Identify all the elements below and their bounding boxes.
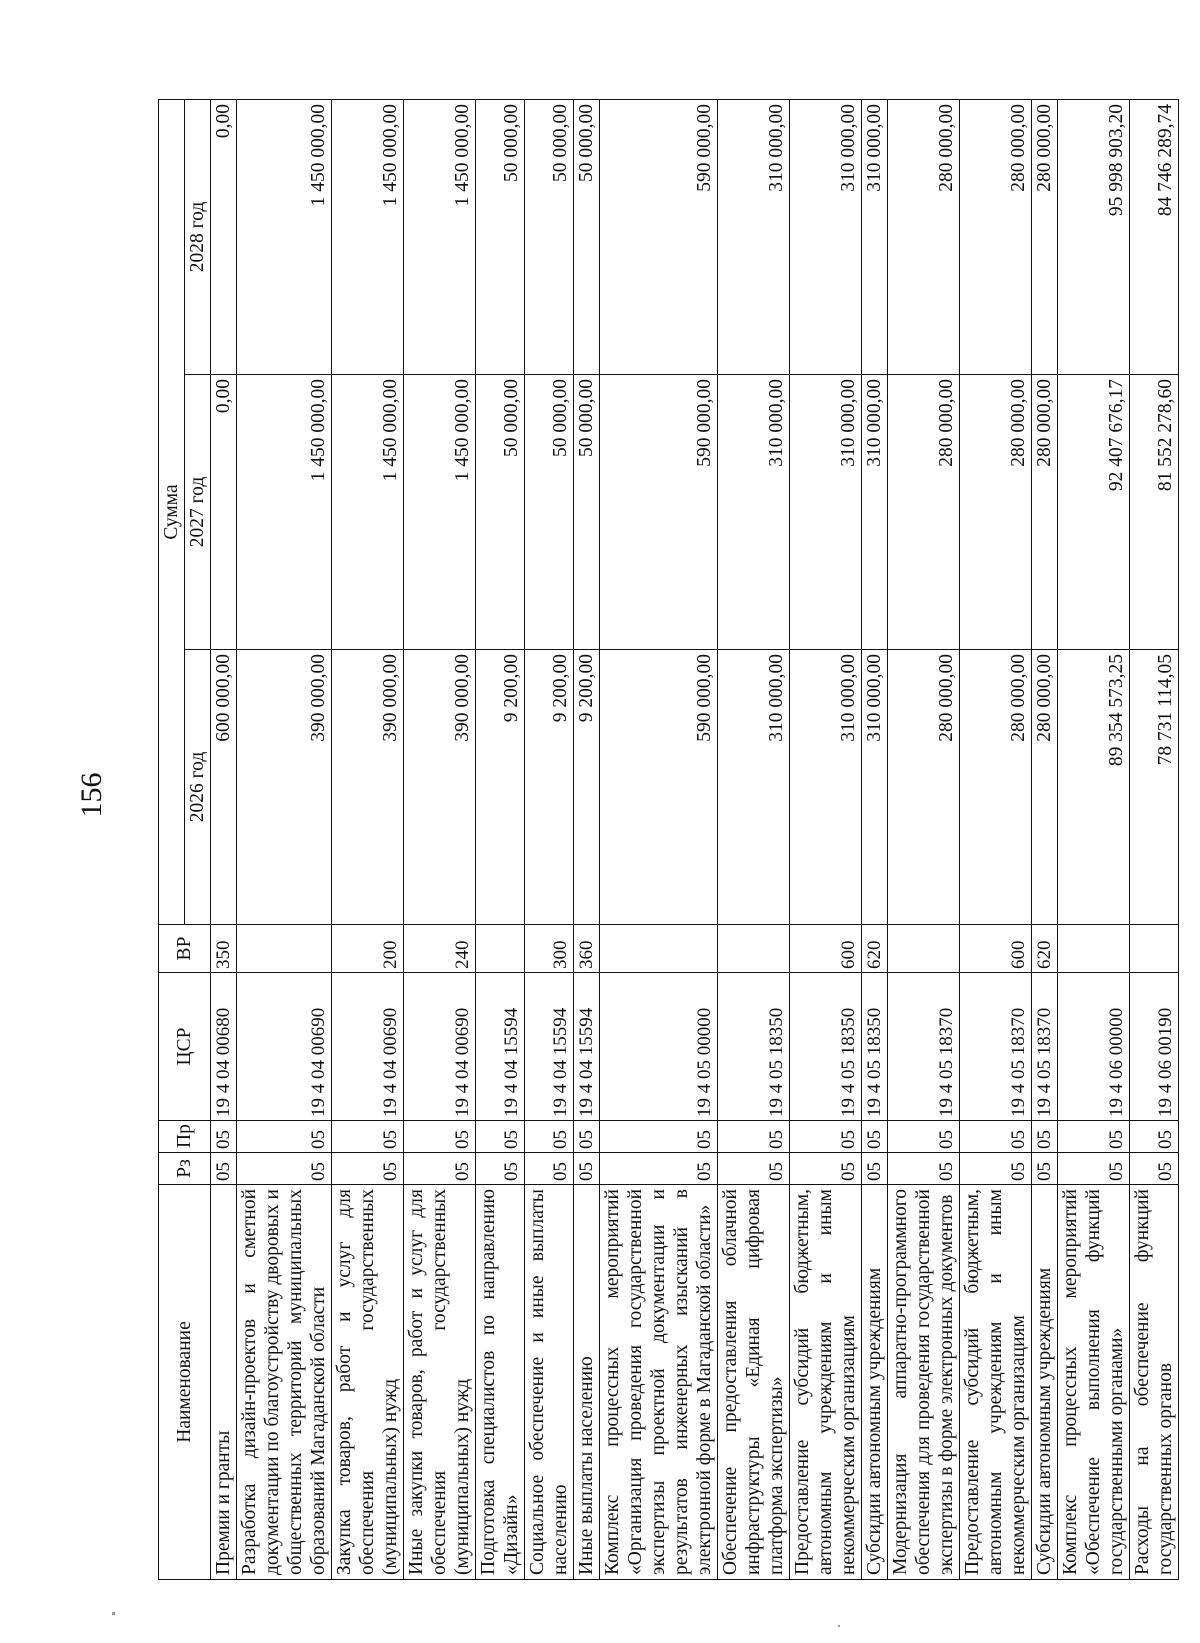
row-pr: 05 [332,1121,404,1153]
row-pr: 05 [888,1121,960,1153]
row-name: Закупка товаров, работ и услуг для обеспечения государственных (муниципальных) нужд [332,1185,404,1580]
row-rz: 05 [862,1153,888,1185]
row-csr: 19 4 05 18370 [1032,973,1058,1121]
row-vr: 620 [862,925,888,973]
header-sum: Сумма [159,100,185,925]
row-pr: 05 [211,1121,237,1153]
header-pr: Пр [159,1121,211,1153]
row-rz: 05 [1058,1153,1130,1185]
table-row [525,100,574,1580]
row-sum-2027: 1 450 000,00 [404,375,476,650]
row-sum-2028: 280 000,00 [1032,100,1058,375]
row-sum-2026: 310 000,00 [790,650,862,925]
row-name: Модернизация аппаратно-программного обеспечения для проведения государственной экспертизы в форме электронных документов [888,1185,960,1580]
table-row [960,100,1032,1580]
table-row [888,100,960,1580]
row-sum-2026: 78 731 114,05 [1130,650,1179,925]
row-rz: 05 [718,1153,790,1185]
row-csr: 19 4 04 00690 [404,973,476,1121]
row-name: Премии и гранты [211,1185,237,1580]
scan-speck [112,1612,115,1615]
table-row [332,100,404,1580]
row-sum-2027: 50 000,00 [476,375,525,650]
row-sum-2028: 95 998 903,20 [1058,100,1130,375]
row-sum-2027: 92 407 676,17 [1058,375,1130,650]
row-vr [888,925,960,973]
row-sum-2028: 1 450 000,00 [237,100,332,375]
row-sum-2028: 84 746 289,74 [1130,100,1179,375]
header-year-2027: 2027 год [185,375,211,650]
table-row [1130,100,1179,1580]
row-vr [1058,925,1130,973]
row-csr: 19 4 04 00680 [211,973,237,1121]
row-pr: 05 [862,1121,888,1153]
row-sum-2027: 50 000,00 [574,375,600,650]
row-vr: 600 [960,925,1032,973]
row-csr: 19 4 05 18350 [718,973,790,1121]
row-pr: 05 [718,1121,790,1153]
row-pr: 05 [1058,1121,1130,1153]
row-vr [718,925,790,973]
row-sum-2026: 590 000,00 [600,650,718,925]
row-pr: 05 [574,1121,600,1153]
budget-table-rotated [158,100,1176,1580]
budget-table [158,99,1179,1580]
row-pr: 05 [1032,1121,1058,1153]
header-name: Наименование [159,1185,211,1580]
row-sum-2027: 280 000,00 [1032,375,1058,650]
row-rz: 05 [476,1153,525,1185]
row-sum-2028: 310 000,00 [862,100,888,375]
row-csr: 19 4 04 00690 [332,973,404,1121]
row-pr: 05 [476,1121,525,1153]
header-year-2028: 2028 год [185,100,211,375]
row-csr: 19 4 05 18350 [790,973,862,1121]
row-pr: 05 [404,1121,476,1153]
row-sum-2026: 89 354 573,25 [1058,650,1130,925]
row-sum-2027: 50 000,00 [525,375,574,650]
row-vr [600,925,718,973]
header-rz: Рз [159,1153,211,1185]
row-csr: 19 4 06 00190 [1130,973,1179,1121]
row-rz: 05 [404,1153,476,1185]
table-row [718,100,790,1580]
row-pr: 05 [237,1121,332,1153]
row-name: Расходы на обеспечение функций государственных органов [1130,1185,1179,1580]
row-sum-2027: 280 000,00 [888,375,960,650]
row-csr: 19 4 05 18370 [888,973,960,1121]
row-sum-2028: 310 000,00 [790,100,862,375]
row-pr: 05 [960,1121,1032,1153]
row-sum-2026: 310 000,00 [862,650,888,925]
row-sum-2028: 50 000,00 [574,100,600,375]
row-rz: 05 [960,1153,1032,1185]
row-name: Обеспечение предоставления облачной инфраструктуры «Единая цифровая платформа экспертизы» [718,1185,790,1580]
row-sum-2027: 310 000,00 [718,375,790,650]
row-csr: 19 4 04 15594 [574,973,600,1121]
row-vr: 600 [790,925,862,973]
row-csr: 19 4 05 18370 [960,973,1032,1121]
page-number: 156 [75,772,108,818]
header-csr: ЦСР [159,973,211,1121]
row-csr: 19 4 04 15594 [476,973,525,1121]
row-sum-2026: 280 000,00 [960,650,1032,925]
row-vr [237,925,332,973]
row-name: Комплекс процессных мероприятий «Организация проведения государственной экспертизы проектной документации и результатов инженерных изысканий в электронной форме в Магаданской области» [600,1185,718,1580]
row-sum-2027: 1 450 000,00 [332,375,404,650]
row-name: Иные закупки товаров, работ и услуг для обеспечения государственных (муниципальных) нужд [404,1185,476,1580]
row-name: Предоставление субсидий бюджетным, автономным учреждениям и иным некоммерческим организациям [960,1185,1032,1580]
row-sum-2028: 590 000,00 [600,100,718,375]
row-pr: 05 [525,1121,574,1153]
row-sum-2026: 390 000,00 [332,650,404,925]
row-sum-2028: 280 000,00 [960,100,1032,375]
row-name: Субсидии автономным учреждениям [862,1185,888,1580]
row-csr: 19 4 05 00000 [600,973,718,1121]
row-vr [1130,925,1179,973]
row-sum-2028: 1 450 000,00 [404,100,476,375]
row-rz: 05 [211,1153,237,1185]
row-rz: 05 [790,1153,862,1185]
row-name: Предоставление субсидий бюджетным, автономным учреждениям и иным некоммерческим организациям [790,1185,862,1580]
row-sum-2026: 600 000,00 [211,650,237,925]
table-row [574,100,600,1580]
row-sum-2027: 310 000,00 [790,375,862,650]
row-csr: 19 4 05 18350 [862,973,888,1121]
row-sum-2027: 0,00 [211,375,237,650]
scan-speck [838,1625,840,1627]
row-sum-2027: 280 000,00 [960,375,1032,650]
row-sum-2028: 50 000,00 [525,100,574,375]
row-pr: 05 [1130,1121,1179,1153]
row-sum-2028: 0,00 [211,100,237,375]
row-pr: 05 [790,1121,862,1153]
row-sum-2026: 9 200,00 [476,650,525,925]
row-name: Комплекс процессных мероприятий «Обеспечение выполнения функций государственными органами» [1058,1185,1130,1580]
table-row [476,100,525,1580]
row-sum-2028: 280 000,00 [888,100,960,375]
table-row [862,100,888,1580]
row-name: Подготовка специалистов по направлению «Дизайн» [476,1185,525,1580]
row-rz: 05 [888,1153,960,1185]
row-rz: 05 [332,1153,404,1185]
row-sum-2027: 1 450 000,00 [237,375,332,650]
row-vr: 240 [404,925,476,973]
row-sum-2028: 1 450 000,00 [332,100,404,375]
row-name: Иные выплаты населению [574,1185,600,1580]
table-row [211,100,237,1580]
table-row [404,100,476,1580]
header-row [159,100,185,1580]
row-vr: 350 [211,925,237,973]
row-csr: 19 4 04 00690 [237,973,332,1121]
row-rz: 05 [525,1153,574,1185]
header-year-2026: 2026 год [185,650,211,925]
row-csr: 19 4 06 00000 [1058,973,1130,1121]
row-sum-2026: 390 000,00 [237,650,332,925]
row-vr: 200 [332,925,404,973]
table-row [790,100,862,1580]
row-sum-2026: 310 000,00 [718,650,790,925]
row-vr: 620 [1032,925,1058,973]
row-sum-2028: 310 000,00 [718,100,790,375]
row-rz: 05 [237,1153,332,1185]
row-sum-2026: 280 000,00 [888,650,960,925]
table-row [600,100,718,1580]
row-name: Социальное обеспечение и иные выплаты населению [525,1185,574,1580]
row-sum-2028: 50 000,00 [476,100,525,375]
table-row [1032,100,1058,1580]
row-rz: 05 [574,1153,600,1185]
row-vr: 300 [525,925,574,973]
table-row [237,100,332,1580]
header-vr: ВР [159,925,211,973]
row-sum-2026: 390 000,00 [404,650,476,925]
row-rz: 05 [1130,1153,1179,1185]
row-sum-2026: 9 200,00 [525,650,574,925]
row-csr: 19 4 04 15594 [525,973,574,1121]
row-sum-2027: 310 000,00 [862,375,888,650]
row-sum-2027: 590 000,00 [600,375,718,650]
row-rz: 05 [600,1153,718,1185]
row-name: Разработка дизайн-проектов и сметной документации по благоустройству дворовых и общественных территорий муниципальных образований Магаданской области [237,1185,332,1580]
row-vr [476,925,525,973]
row-pr: 05 [600,1121,718,1153]
row-name: Субсидии автономным учреждениям [1032,1185,1058,1580]
row-sum-2027: 81 552 278,60 [1130,375,1179,650]
row-sum-2026: 280 000,00 [1032,650,1058,925]
row-rz: 05 [1032,1153,1058,1185]
table-row [1058,100,1130,1580]
row-sum-2026: 9 200,00 [574,650,600,925]
row-vr: 360 [574,925,600,973]
